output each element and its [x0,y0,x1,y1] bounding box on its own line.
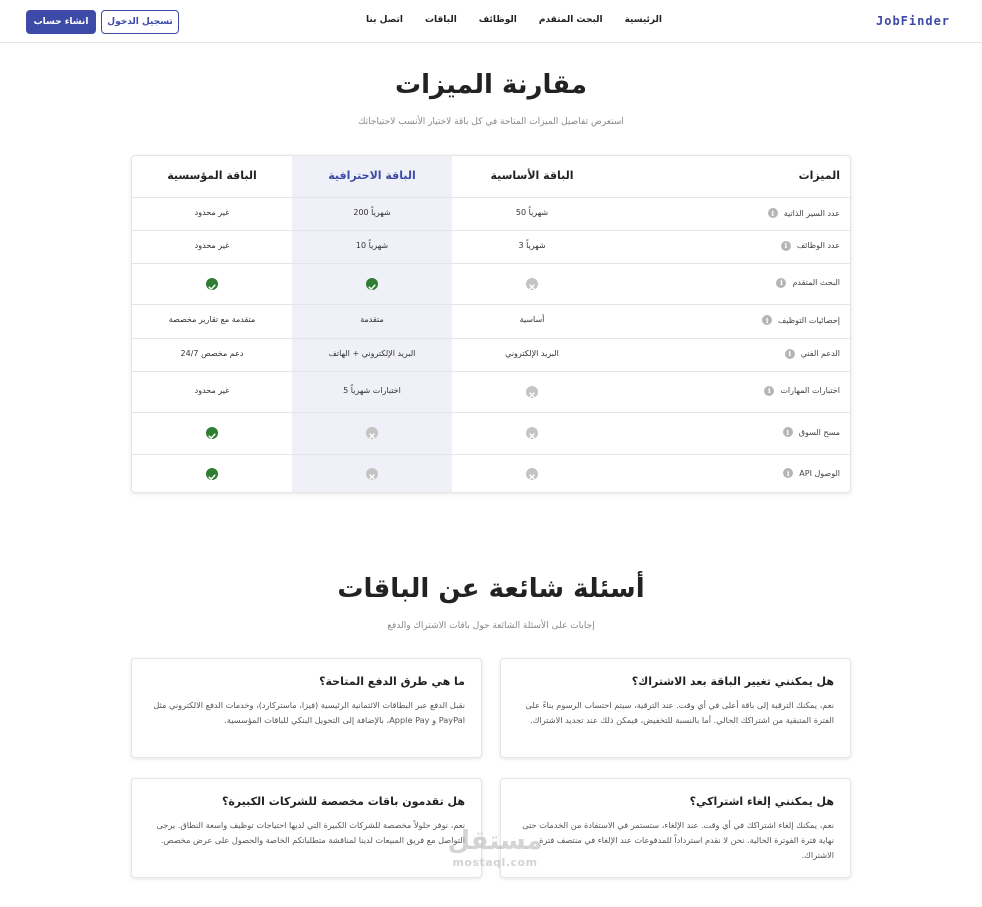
faq-card-payment-methods[interactable] [131,658,482,758]
info-icon[interactable]: i [776,278,786,288]
cell-basic-jobs-count: 3 شهرياً [518,240,546,250]
cell-pro-cv-count: 200 شهرياً [353,208,391,217]
row-divider [132,454,851,455]
faq-question: هل يمكنني تغيير الباقة بعد الاشتراك؟ [631,675,834,688]
feature-name: API الوصول [799,468,840,478]
row-divider [132,263,851,264]
cell-enterprise-skill-tests: غير محدود [194,385,230,395]
feature-label-api-access [783,468,840,478]
pro-column-highlight [292,156,452,493]
cell-pro-support: البريد الإلكتروني + الهاتف [328,348,416,358]
faq-title: أسئلة شائعة عن الباقات [337,574,645,604]
cell-pro-skill-tests: 5 اختبارات شهرياً [343,385,401,395]
faq-subtitle: إجابات على الأسئلة الشائعة حول باقات الاشتراك والدفع [387,621,595,631]
row-divider [132,338,851,339]
faq-question: ما هي طرق الدفع المتاحة؟ [319,675,465,688]
info-icon[interactable]: i [768,208,778,218]
cross-icon [366,427,378,439]
header-basic: الباقة الأساسية [490,169,574,182]
info-icon[interactable]: i [783,468,793,478]
comparison-subtitle: استعرض تفاصيل الميزات المتاحة في كل باقة لاختيار الأنسب لاحتياجاتك [358,117,624,127]
cell-enterprise-cv-count: غير محدود [194,208,230,217]
info-icon[interactable]: i [781,241,791,251]
feature-name: اختبارات المهارات [780,386,840,395]
watermark-logo-text: مستقل [447,826,543,856]
cross-icon [526,468,538,480]
info-icon[interactable]: i [785,349,795,359]
row-divider [132,304,851,305]
cell-enterprise-support: 24/7 دعم مخصص [180,348,244,358]
info-icon[interactable]: i [783,427,793,437]
cell-basic-support: البريد الإلكتروني [505,348,559,358]
cell-enterprise-hiring-stats: متقدمة مع تقارير مخصصة [168,315,256,324]
comparison-table [131,155,851,493]
cross-icon [526,278,538,290]
faq-question: هل تقدمون باقات مخصصة للشركات الكبيرة؟ [221,795,465,808]
feature-label-jobs-count [781,241,840,251]
cross-icon [526,427,538,439]
feature-label-hiring-stats [762,315,840,325]
cross-icon [526,386,538,398]
feature-name: عدد الوظائف [796,241,840,250]
faq-card-cancel[interactable] [500,778,851,878]
nav-link-home[interactable]: الرئيسية [624,15,662,25]
check-icon [206,427,218,439]
cell-enterprise-jobs-count: غير محدود [194,240,230,250]
cell-basic-cv-count: 50 شهرياً [515,208,549,217]
cell-pro-hiring-stats: متقدمة [360,315,384,324]
faq-question: هل يمكنني إلغاء اشتراكي؟ [689,795,834,808]
main-menu [344,15,662,25]
nav-link-jobs[interactable]: الوظائف [478,15,517,25]
header-pro: الباقة الاحترافية [328,169,416,182]
top-navbar [0,0,982,43]
row-divider [132,412,851,413]
faq-card-change-plan[interactable] [500,658,851,758]
cross-icon [366,468,378,480]
info-icon[interactable]: i [764,386,774,396]
header-enterprise: الباقة المؤسسية [167,169,257,182]
watermark-url: mostaql.com [452,856,538,869]
faq-answer: نقبل الدفع عبر البطاقات الائتمانية الرئيسية (فيزا، ماستركارد)، وخدمات الدفع الالكتروني مثل PayPal و Apple Pay، بالإضافة إلى التحويل البنكي للباقات المؤسسية. [153,700,465,725]
feature-name: عدد السير الذاتية [783,208,840,218]
nav-link-contact[interactable]: اتصل بنا [366,15,403,25]
feature-name: مسح السوق [798,427,840,437]
faq-answer: نعم، نوفر حلولاً مخصصة للشركات الكبيرة التي لديها احتياجات توظيف واسعة النطاق. يرجى التواصل مع فريق المبيعات لدينا لمناقشة متطلباتكم الخاصة والحصول على عرض مخصص. [156,820,465,845]
signup-button[interactable]: انشاء حساب [26,10,96,34]
feature-label-cv-count [768,208,840,218]
check-icon [206,278,218,290]
feature-name: الدعم الفني [800,349,840,358]
row-divider [132,371,851,372]
header-features: الميزات [798,169,840,182]
check-icon [366,278,378,290]
comparison-title: مقارنة الميزات [394,70,588,100]
row-divider [132,230,851,231]
cell-basic-hiring-stats: أساسية [519,315,545,324]
nav-link-plans[interactable]: الباقات [424,15,457,25]
check-icon [206,468,218,480]
faq-answer: نعم، يمكنك إلغاء اشتراكك في أي وقت. عند الإلغاء، ستستمر في الاستفادة من الخدمات حتى نهاية فترة الفوترة الحالية. نحن لا نقدم استرداداً للمدفوعات عند الإلغاء في منتصف فترة الاشتراك. [522,820,834,860]
feature-label-market-survey [783,427,840,437]
feature-label-skill-tests [764,386,840,396]
feature-name: إحصائيات التوظيف [778,315,840,325]
feature-label-support [785,349,840,359]
faq-answer: نعم، يمكنك الترقية إلى باقة أعلى في أي وقت. عند الترقية، سيتم احتساب الرسوم بناءً على الفترة المتبقية من اشتراكك الحالي. أما بالنسبة للتخفيض، فيمكن ذلك عند تجديد الاشتراك. [525,700,834,725]
faq-card-enterprise[interactable] [131,778,482,878]
feature-label-advanced-search [776,278,840,288]
info-icon[interactable]: i [762,315,772,325]
header-divider [132,197,851,198]
login-button[interactable]: تسجيل الدخول [101,10,179,34]
site-logo[interactable]: JobFinder [876,14,951,28]
nav-link-advanced-search[interactable]: البحث المتقدم [538,15,603,25]
cell-pro-jobs-count: 10 شهرياً [355,240,389,250]
feature-name: البحث المتقدم [792,278,840,287]
